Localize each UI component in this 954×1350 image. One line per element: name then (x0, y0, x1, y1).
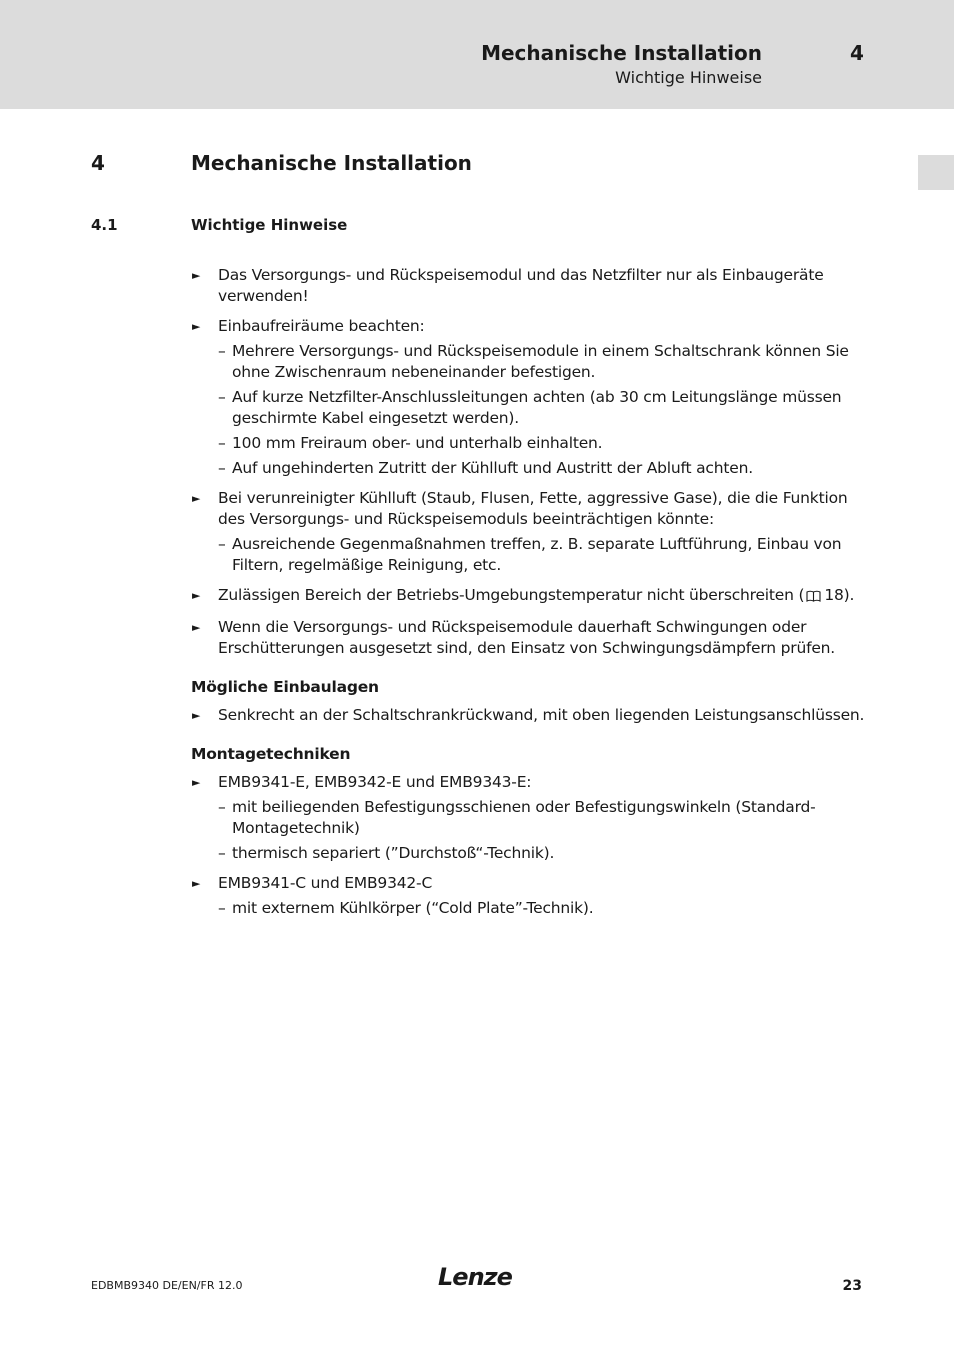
header-band (0, 0, 954, 109)
chapter-tab-marker (918, 155, 954, 190)
list-item-text: EMB9341-E, EMB9342-E und EMB9343-E: (218, 773, 532, 791)
sub-list-item-text: Mehrere Versorgungs- und Rückspeisemodule in einem Schaltschrank können Sie ohne Zwischenraum nebeneinander befestigen. (232, 342, 849, 381)
bullet-arrow-icon: ► (192, 776, 201, 789)
list-item-text: Das Versorgungs- und Rückspeisemodul und das Netzfilter nur als Einbaugeräte verwenden! (218, 266, 824, 305)
list-item (191, 488, 871, 576)
dash-marker: – (218, 844, 226, 862)
list-item (191, 316, 871, 479)
list-item (191, 617, 871, 659)
book-icon (806, 587, 821, 608)
list-item-text (218, 585, 871, 608)
sub-list-item (218, 341, 871, 383)
dash-marker: – (218, 535, 226, 553)
subheading-einbaulagen: Mögliche Einbaulagen (191, 678, 379, 696)
sub-list-item-text: mit externem Kühlkörper (“Cold Plate”-Technik). (232, 899, 594, 917)
list-item (191, 772, 871, 864)
sub-list-item-text: thermisch separiert (”Durchstoß“-Technik). (232, 844, 555, 862)
page-number: 23 (842, 1278, 862, 1294)
bullet-arrow-icon: ► (192, 621, 201, 634)
list-item (191, 705, 871, 726)
list-item-text: EMB9341-C und EMB9342-C (218, 874, 433, 892)
sub-list-item-text: Auf ungehinderten Zutritt der Kühlluft und Austritt der Abluft achten. (232, 459, 753, 477)
list-item-text: Einbaufreiräume beachten: (218, 317, 425, 335)
sub-list-item (218, 534, 871, 576)
sub-list-item-text: mit beiliegenden Befestigungsschienen oder Befestigungswinkeln (Standard-Montagetechnik) (232, 798, 816, 837)
lenze-logo: Lenze (438, 1263, 512, 1291)
chapter-number: 4 (91, 151, 105, 175)
header-subtitle: Wichtige Hinweise (615, 68, 762, 87)
bullet-arrow-icon: ► (192, 589, 201, 602)
sub-list-item-text: Ausreichende Gegenmaßnahmen treffen, z. B. separate Luftführung, Einbau von Filtern, regelmäßige Reinigung, etc. (232, 535, 842, 574)
sub-list-item (218, 843, 871, 864)
bullet-arrow-icon: ► (192, 877, 201, 890)
list-item (191, 265, 871, 307)
section-number: 4.1 (91, 216, 118, 234)
dash-marker: – (218, 459, 226, 477)
list-item-text: Wenn die Versorgungs- und Rückspeisemodule dauerhaft Schwingungen oder Erschütterungen ausgesetzt sind, den Einsatz von Schwingungsdämpfern prüfen. (218, 618, 836, 657)
dash-marker: – (218, 798, 226, 816)
list-item-text-after: ). (843, 586, 855, 604)
dash-marker: – (218, 899, 226, 917)
sub-list-item (218, 898, 871, 919)
bullet-arrow-icon: ► (192, 320, 201, 333)
dash-marker: – (218, 388, 226, 406)
main-content (191, 265, 871, 928)
list-item (191, 585, 871, 608)
sub-list-item (218, 797, 871, 839)
chapter-title: Mechanische Installation (191, 151, 472, 175)
dash-marker: – (218, 434, 226, 452)
list-item-text: Senkrecht an der Schaltschrankrückwand, mit oben liegenden Leistungsanschlüssen. (218, 706, 865, 724)
header-title: Mechanische Installation (481, 41, 762, 65)
subheading-montagetechniken: Montagetechniken (191, 745, 351, 763)
page-reference-link[interactable]: 18 (824, 586, 844, 604)
sub-list-item (218, 458, 871, 479)
sub-list-item-text: 100 mm Freiraum ober- und unterhalb einhalten. (232, 434, 603, 452)
list-item (191, 873, 871, 919)
bullet-arrow-icon: ► (192, 492, 201, 505)
sub-list-item (218, 387, 871, 429)
sub-list-item (218, 433, 871, 454)
list-item-text: Bei verunreinigter Kühlluft (Staub, Flusen, Fette, aggressive Gase), die die Funktion des Versorgungs- und Rückspeisemoduls beeinträchtigen könnte: (218, 489, 848, 528)
header-chapter-number: 4 (850, 41, 864, 65)
bullet-arrow-icon: ► (192, 709, 201, 722)
bullet-arrow-icon: ► (192, 269, 201, 282)
dash-marker: – (218, 342, 226, 360)
sub-list-item-text: Auf kurze Netzfilter-Anschlussleitungen achten (ab 30 cm Leitungslänge müssen geschirmte Kabel eingesetzt werden). (232, 388, 842, 427)
list-item-text-before: Zulässigen Bereich der Betriebs-Umgebungstemperatur nicht überschreiten ( (218, 586, 805, 604)
footer-document-id: EDBMB9340 DE/EN/FR 12.0 (91, 1279, 243, 1292)
section-title: Wichtige Hinweise (191, 216, 348, 234)
